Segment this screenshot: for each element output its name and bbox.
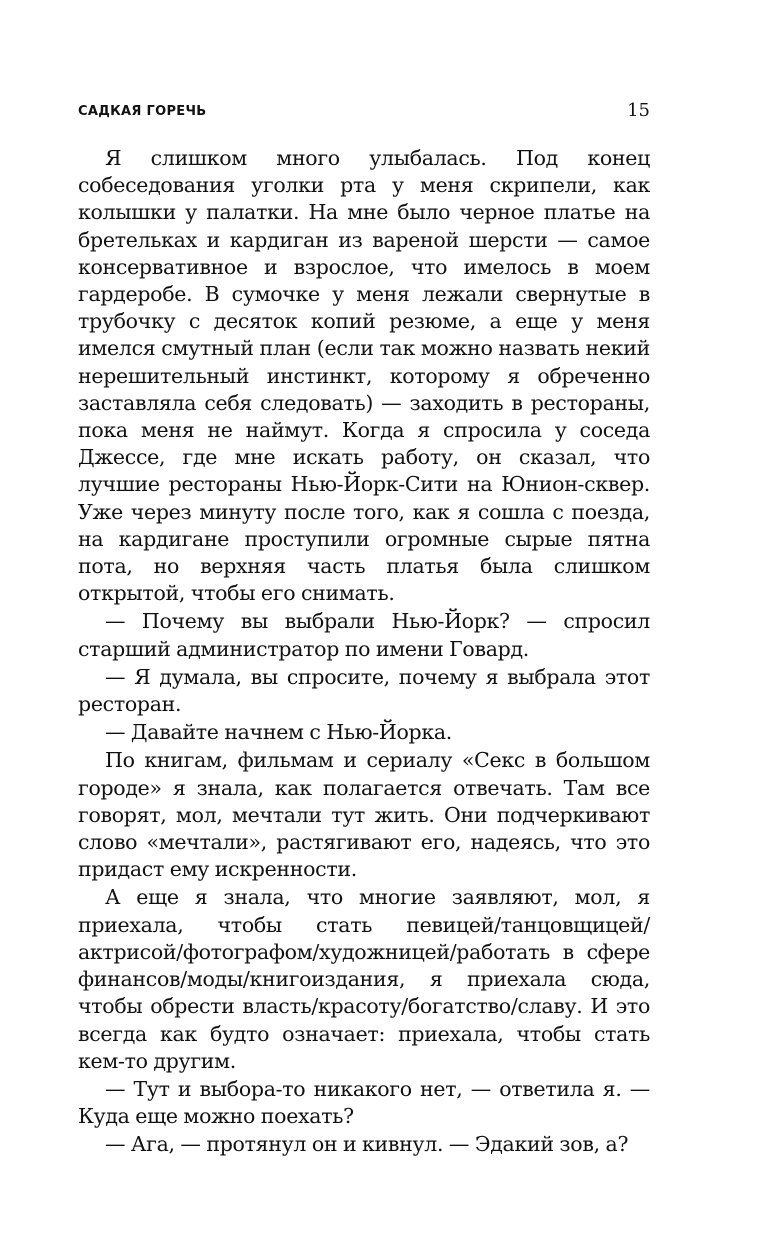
paragraph-5: По книгам, фильмам и сериалу «Секс в большом городе» я знала, как полагается отвечать. Там все говорят, мол, мечтали тут жить. Они подчеркивают слово «мечтали», растягивают его, надеясь, что это придаст ему искренности. [78,748,650,882]
paragraph-6: А еще я знала, что многие заявляют, мол, я приехала, чтобы стать певицей/танцовщицей/актрисой/фотографом/художницей/работать в сфере финансов/моды/книгоиздания, я приехала сюда, чтобы обрести власть/красоту/богатство/славу. И это всегда как будто означает: приехала, чтобы стать кем-то другим. [78,885,650,1073]
paragraph-4: — Давайте начнем с Нью-Йорка. [105,720,453,745]
paragraph-8: — Ага, — протянул он и кивнул. — Эдакий зов, а? [105,1132,629,1157]
running-title: САДКАЯ ГОРЕЧЬ [78,104,207,119]
page-number: 15 [627,100,650,121]
running-header [78,100,650,124]
body-text [78,145,650,1159]
paragraph-3: — Я думала, вы спросите, почему я выбрала этот ресторан. [78,664,650,717]
paragraph-1: Я слишком много улыбалась. Под конец собеседования уголки рта у меня скрипели, как колышки у палатки. На мне было черное платье на бретельках и кардиган из вареной шерсти — самое консервативное и взрослое, что имелось в моем гардеробе. В сумочке у меня лежали свернутые в трубочку с десяток копий резюме, а еще у меня имелся смутный план (если так можно назвать некий нерешительный инстинкт, которому я обреченно заставляла себя следовать) — заходить в рестораны, пока меня не наймут. Когда я спросила у соседа Джессе, где мне искать работу, он сказал, что лучшие рестораны Нью-Йорк-Сити на Юнион-сквер. Уже через минуту после того, как я сошла с поезда, на кардигане проступили огромные сырые пятна пота, но верхняя часть платья была слишком открытой, чтобы его снимать. [78,146,650,606]
paragraph-2: — Почему вы выбрали Нью-Йорк? — спросил старший администратор по имени Говард. [78,609,650,661]
paragraph-7: — Тут и выбора-то никакого нет, — ответила я. — Куда еще можно поехать? [78,1076,650,1129]
